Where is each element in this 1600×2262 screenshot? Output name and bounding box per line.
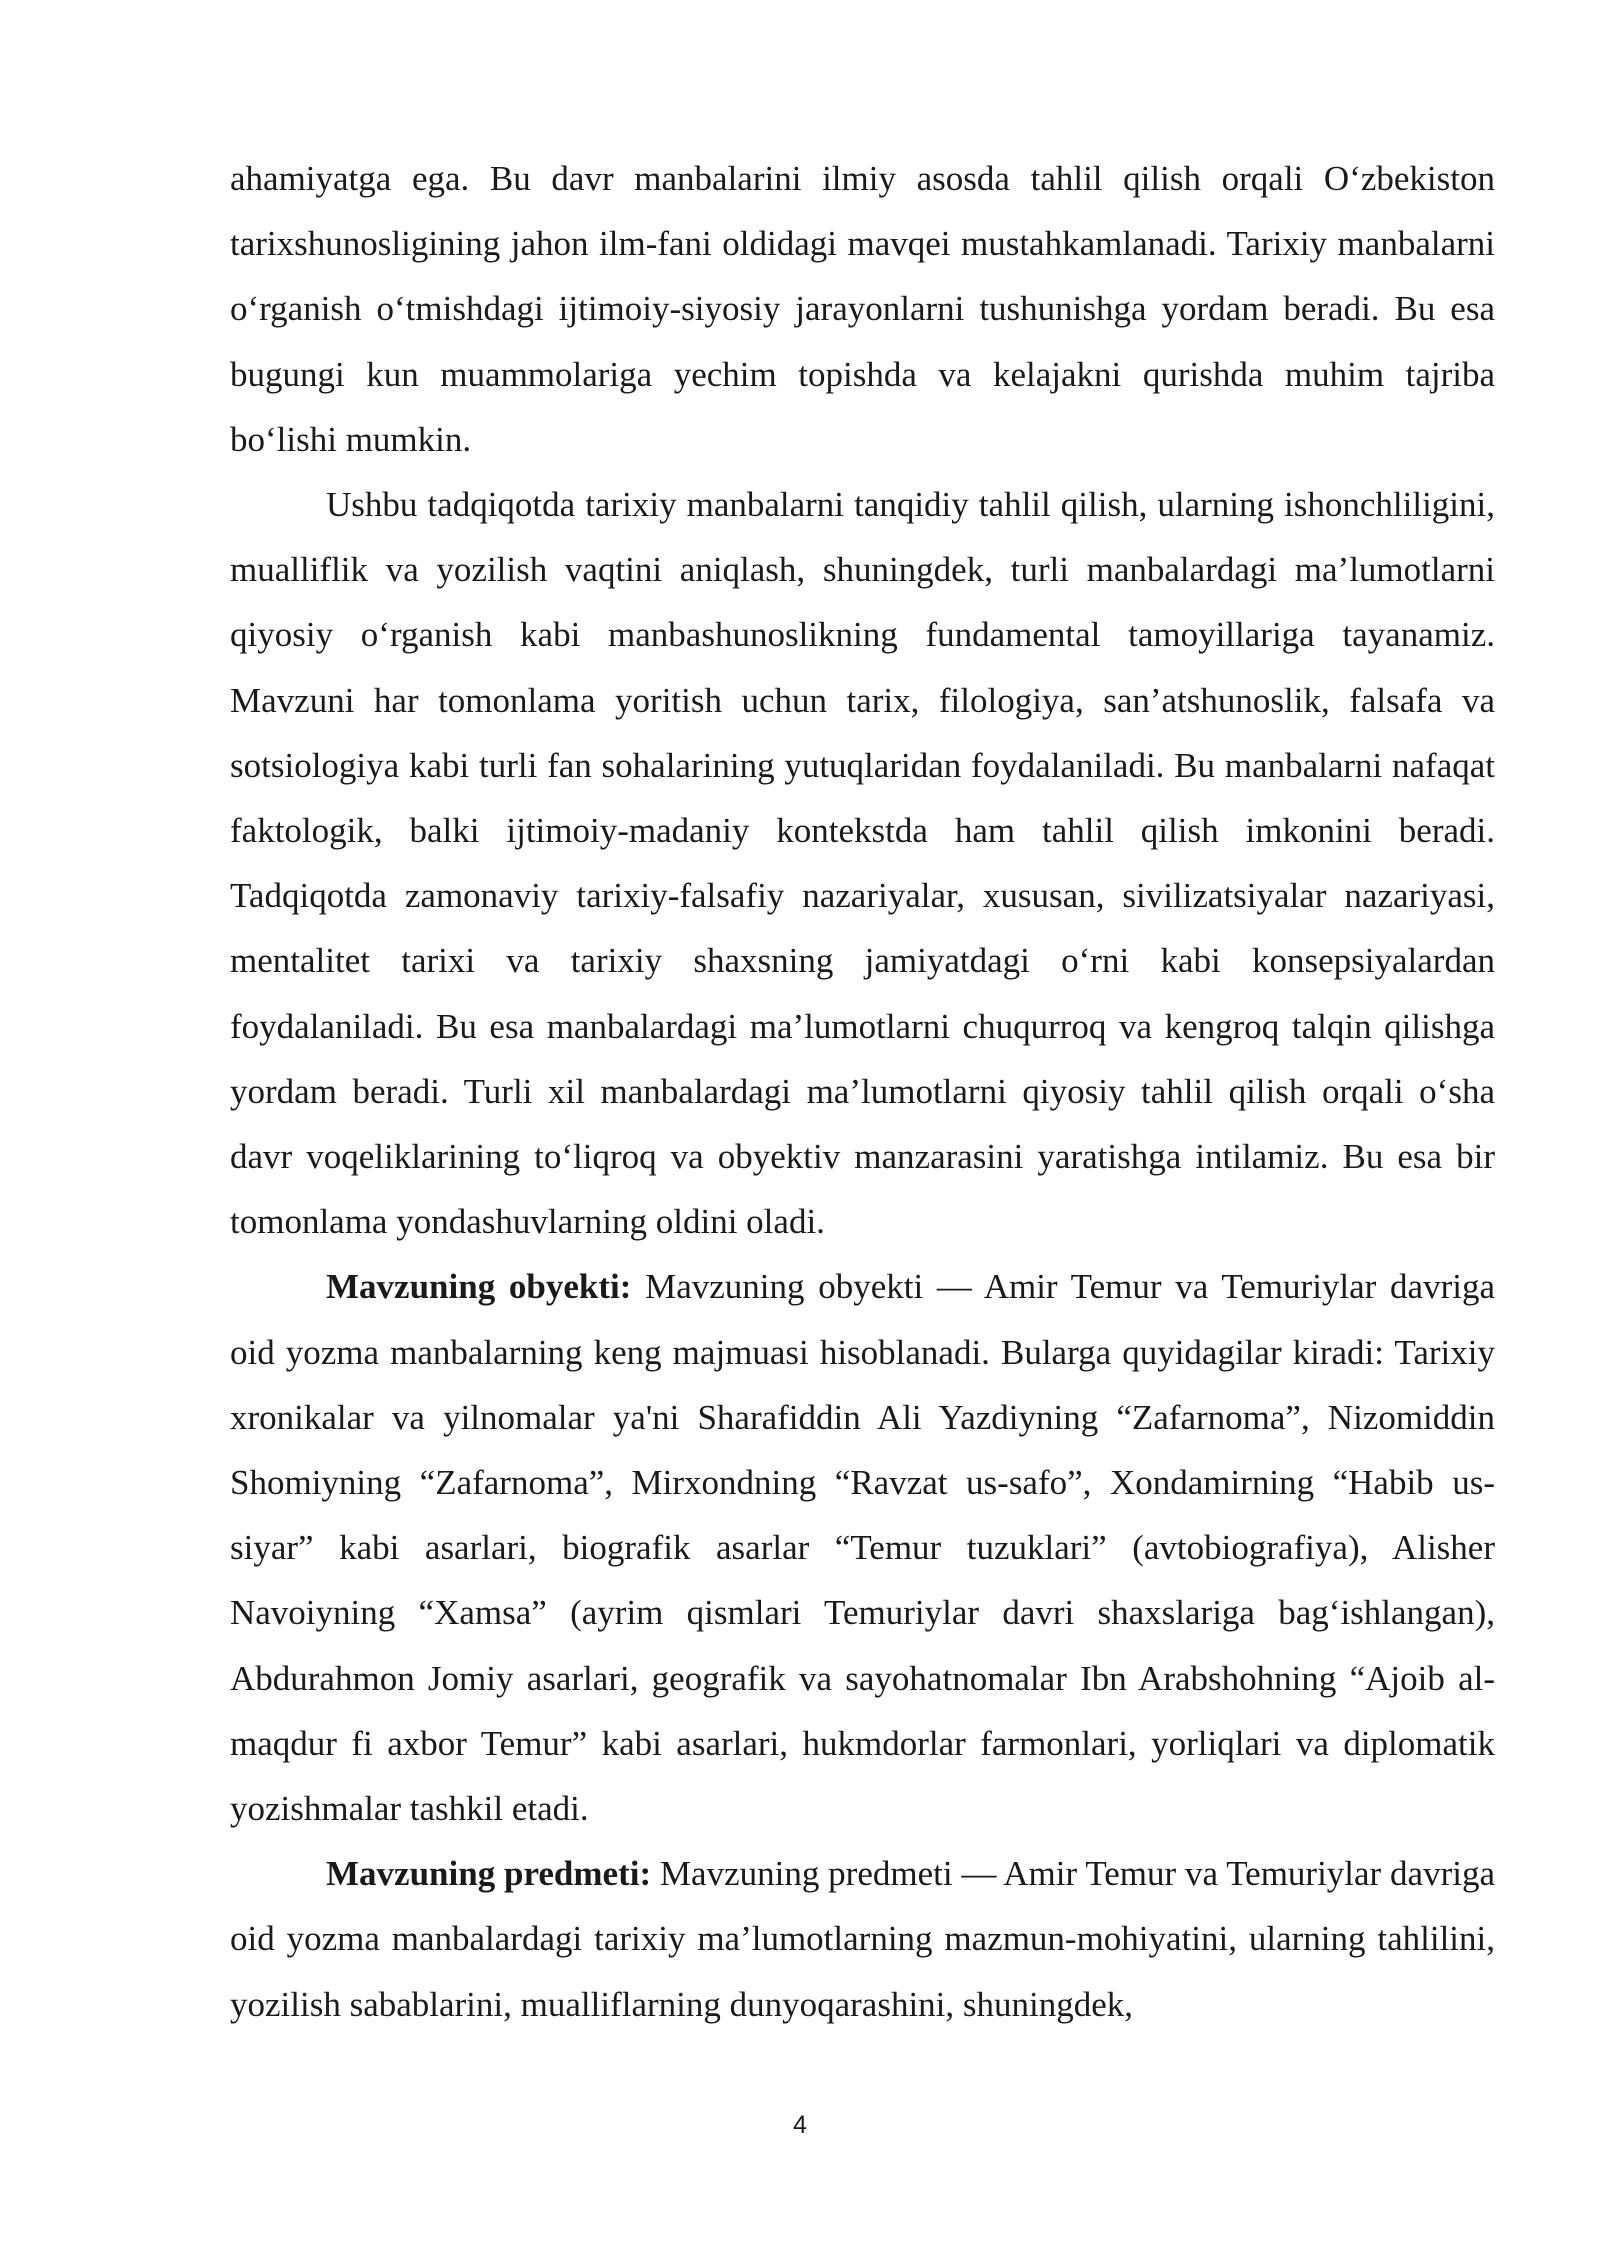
- paragraph-3-heading: Mavzuning obyekti:: [326, 1267, 632, 1307]
- document-body: [230, 146, 1495, 2037]
- paragraph-2: [230, 472, 1495, 1254]
- paragraph-1: [230, 146, 1495, 472]
- paragraph-3-text: Mavzuning obyekti — Amir Temur va Temuriylar davriga oid yozma manbalarning keng majmuasi hisoblanadi. Bularga quyidagilar kiradi: Tarixiy xronikalar va yilnomalar ya'ni Sharafiddin Ali Yazdiyning “Zafarnoma”, Nizomiddin Shomiyning “Zafarnoma”, Mirxondning “Ravzat us-safo”, Xondamirning “Habib us-siyar” kabi asarlari, biografik asarlar “Temur tuzuklari” (avtobiografiya), Alisher Navoiyning “Xamsa” (ayrim qismlari Temuriylar davri shaxslariga bag‘ishlangan), Abdurahmon Jomiy asarlari, geografik va sayohatnomalar Ibn Arabshohning “Ajoib al-maqdur fi axbor Temur” kabi asarlari, hukmdorlar farmonlari, yorliqlari va diplomatik yozishmalar tashkil etadi.: [230, 1267, 1495, 1829]
- paragraph-4-heading: Mavzuning predmeti:: [326, 1854, 652, 1894]
- paragraph-2-text: Ushbu tadqiqotda tarixiy manbalarni tanqidiy tahlil qilish, ularning ishonchliligini, mualliflik va yozilish vaqtini aniqlash, shuningdek, turli manbalardagi ma’lumotlarni qiyosiy o‘rganish kabi manbashunoslikning fundamental tamoyillariga tayanamiz. Mavzuni har tomonlama yoritish uchun tarix, filologiya, san’atshunoslik, falsafa va sotsiologiya kabi turli fan sohalarining yutuqlaridan foydalaniladi. Bu manbalarni nafaqat faktologik, balki ijtimoiy-madaniy kontekstda ham tahlil qilish imkonini beradi. Tadqiqotda zamonaviy tarixiy-falsafiy nazariyalar, xususan, sivilizatsiyalar nazariyasi, mentalitet tarixi va tarixiy shaxsning jamiyatdagi o‘rni kabi konsepsiyalardan foydalaniladi. Bu esa manbalardagi ma’lumotlarni chuqurroq va kengroq talqin qilishga yordam beradi. Turli xil manbalardagi ma’lumotlarni qiyosiy tahlil qilish orqali o‘sha davr voqeliklarining to‘liqroq va obyektiv manzarasini yaratishga intilamiz. Bu esa bir tomonlama yondashuvlarning oldini oladi.: [230, 485, 1495, 1242]
- paragraph-1-text: ahamiyatga ega. Bu davr manbalarini ilmiy asosda tahlil qilish orqali O‘zbekiston tarixshunosligining jahon ilm-fani oldidagi mavqei mustahkamlanadi. Tarixiy manbalarni o‘rganish o‘tmishdagi ijtimoiy-siyosiy jarayonlarni tushunishga yordam beradi. Bu esa bugungi kun muammolariga yechim topishda va kelajakni qurishda muhim tajriba bo‘lishi mumkin.: [230, 159, 1495, 459]
- paragraph-4-text: Mavzuning predmeti — Amir Temur va Temuriylar davriga oid yozma manbalardagi tarixiy ma’lumotlarning mazmun-mohiyatini, ularning tahlilini, yozilish sabablarini, mualliflarning dunyoqarashini, shuningdek,: [230, 1854, 1495, 2024]
- paragraph-3: [230, 1254, 1495, 1841]
- paragraph-4: [230, 1841, 1495, 2037]
- page-number: 4: [793, 2111, 807, 2139]
